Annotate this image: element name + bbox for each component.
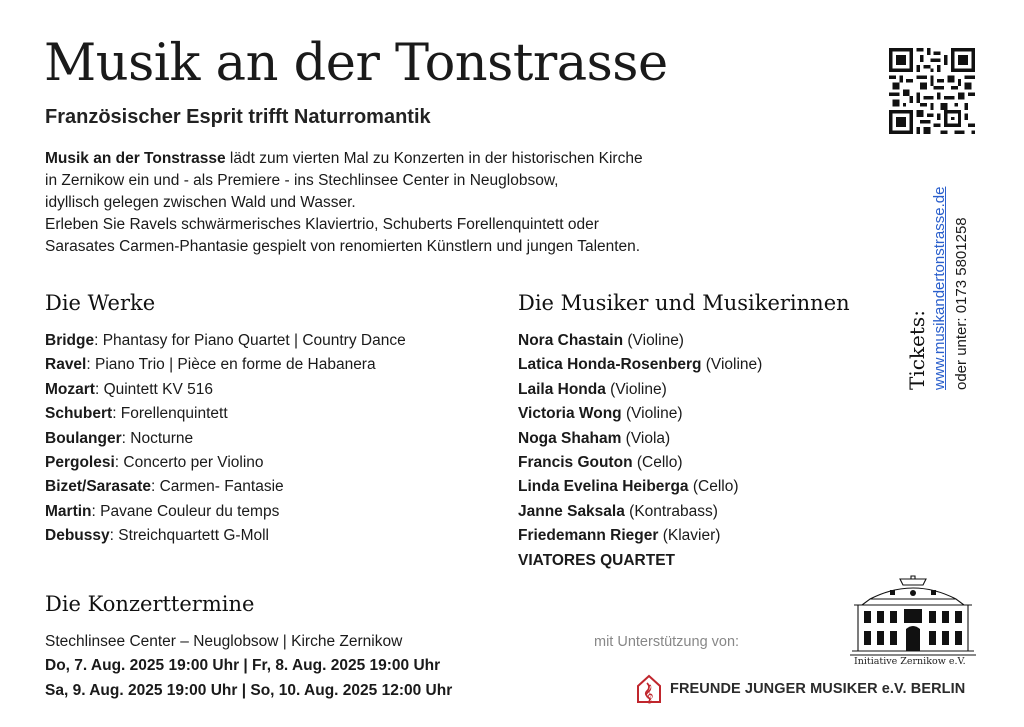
intro-line-4: Erleben Sie Ravels schwärmerisches Klaviertrio, Schuberts Forellenquintett oder [45, 216, 599, 233]
music-house-icon [636, 674, 662, 704]
musician-instrument: (Kontrabass) [624, 502, 718, 520]
ensemble-name: VIATORES QUARTET [518, 551, 676, 569]
musician-name: Noga Shaham [518, 429, 622, 447]
musician-instrument: (Violine) [701, 356, 763, 374]
musician-instrument: (Violine) [605, 380, 667, 398]
composer-name: Schubert [45, 405, 113, 423]
musician-instrument: (Violine) [623, 332, 684, 349]
tickets-label: Tickets: [905, 310, 929, 390]
composer-name: Bizet/Sarasate [45, 478, 151, 496]
piece-title: : Concerto per Violino [114, 454, 264, 472]
musician-name: Linda Evelina Heiberga [518, 478, 689, 496]
intro-line-2: in Zernikow ein und - als Premiere - ins Stechlinsee Center in Neuglobsow, [45, 172, 559, 189]
termine-dates-2: Sa, 9. Aug. 2025 19:00 Uhr | So, 10. Aug. 2025 12:00 Uhr [45, 681, 453, 699]
piece-title: : Streichquartett G-Moll [109, 527, 269, 545]
tickets-block [905, 148, 975, 390]
musician-name: Francis Gouton [518, 454, 633, 472]
musician-instrument: (Klavier) [658, 527, 721, 545]
musician-instrument: (Cello) [632, 454, 683, 472]
musician-instrument: (Viola) [621, 429, 671, 447]
werke-item [45, 451, 406, 475]
composer-name: Mozart [45, 380, 95, 398]
qr-code[interactable] [889, 48, 975, 134]
intro-line-3: idyllisch gelegen zwischen Wald und Wasser. [45, 194, 356, 211]
termine-list [45, 630, 452, 703]
fjm-logo [636, 674, 965, 704]
piece-title: : Quintett KV 516 [94, 380, 213, 398]
musiker-item [518, 500, 762, 524]
piece-title: : Forellenquintett [112, 405, 228, 423]
werke-item [45, 524, 406, 548]
piece-title: : Carmen- Fantasie [150, 478, 284, 496]
werke-item [45, 500, 406, 524]
termine-dates-1: Do, 7. Aug. 2025 19:00 Uhr | Fr, 8. Aug. 2025 19:00 Uhr [45, 657, 441, 675]
tickets-phone: oder unter: 0173 5801258 [953, 217, 970, 390]
page-title: Musik an der Tonstrasse [44, 34, 668, 93]
intro-line-1 [45, 148, 805, 170]
werke-item [45, 427, 406, 451]
fjm-name: FREUNDE JUNGER MUSIKER e.V. BERLIN [670, 681, 966, 697]
intro-line-5: Sarasates Carmen-Phantasie gespielt von renomierten Künstlern und jungen Talenten. [45, 238, 641, 255]
musiker-item [518, 451, 762, 475]
piece-title: : Nocturne [121, 429, 194, 447]
intro-brand: Musik an der Tonstrasse [45, 150, 226, 167]
werke-item [45, 378, 406, 402]
composer-name: Debussy [45, 527, 110, 545]
church-logo [850, 575, 976, 657]
musician-name: Latica Honda-Rosenberg [518, 356, 702, 374]
composer-name: Ravel [45, 356, 87, 374]
piece-title: : Pavane Couleur du temps [91, 502, 280, 520]
musiker-item [518, 378, 762, 402]
musician-name: Victoria Wong [518, 405, 622, 423]
musician-instrument: (Cello) [688, 478, 739, 496]
composer-name: Boulanger [45, 429, 122, 447]
composer-name: Martin [45, 502, 92, 520]
musician-name: Laila Honda [518, 380, 606, 398]
musiker-item [518, 329, 762, 353]
musician-name: Janne Saksala [518, 502, 625, 520]
werke-list [45, 329, 406, 549]
intro-line-1-rest: lädt zum vierten Mal zu Konzerten in der historischen Kirche [225, 150, 643, 167]
musiker-item [518, 402, 762, 426]
termine-venues: Stechlinsee Center – Neuglobsow | Kirche Zernikow [45, 633, 403, 650]
werke-heading: Die Werke [45, 291, 156, 315]
werke-item [45, 475, 406, 499]
support-text: mit Unterstützung von: [594, 634, 740, 650]
werke-item [45, 329, 406, 353]
svg-text:𝄞: 𝄞 [644, 684, 654, 703]
musiker-item [518, 353, 762, 377]
musiker-item [518, 549, 762, 573]
musiker-item [518, 524, 762, 548]
werke-item [45, 353, 406, 377]
tickets-url-link[interactable]: www.musikandertonstrasse.de [931, 186, 948, 390]
piece-title: : Phantasy for Piano Quartet | Country Dance [94, 332, 406, 349]
musiker-list [518, 329, 762, 573]
musiker-heading: Die Musiker und Musikerinnen [518, 291, 850, 315]
church-logo-caption: Initiative Zernikow e.V. [854, 656, 966, 667]
musiker-item [518, 475, 762, 499]
musician-instrument: (Violine) [621, 405, 683, 423]
musician-name: Nora Chastain [518, 332, 624, 349]
werke-item [45, 402, 406, 426]
termine-heading: Die Konzerttermine [45, 592, 255, 616]
musician-name: Friedemann Rieger [518, 527, 659, 545]
page-subtitle: Französischer Esprit trifft Naturromantik [45, 106, 431, 128]
intro-text [45, 148, 805, 258]
composer-name: Pergolesi [45, 454, 115, 472]
piece-title: : Piano Trio | Pièce en forme de Habanera [86, 356, 376, 374]
composer-name: Bridge [45, 332, 95, 349]
musiker-item [518, 427, 762, 451]
